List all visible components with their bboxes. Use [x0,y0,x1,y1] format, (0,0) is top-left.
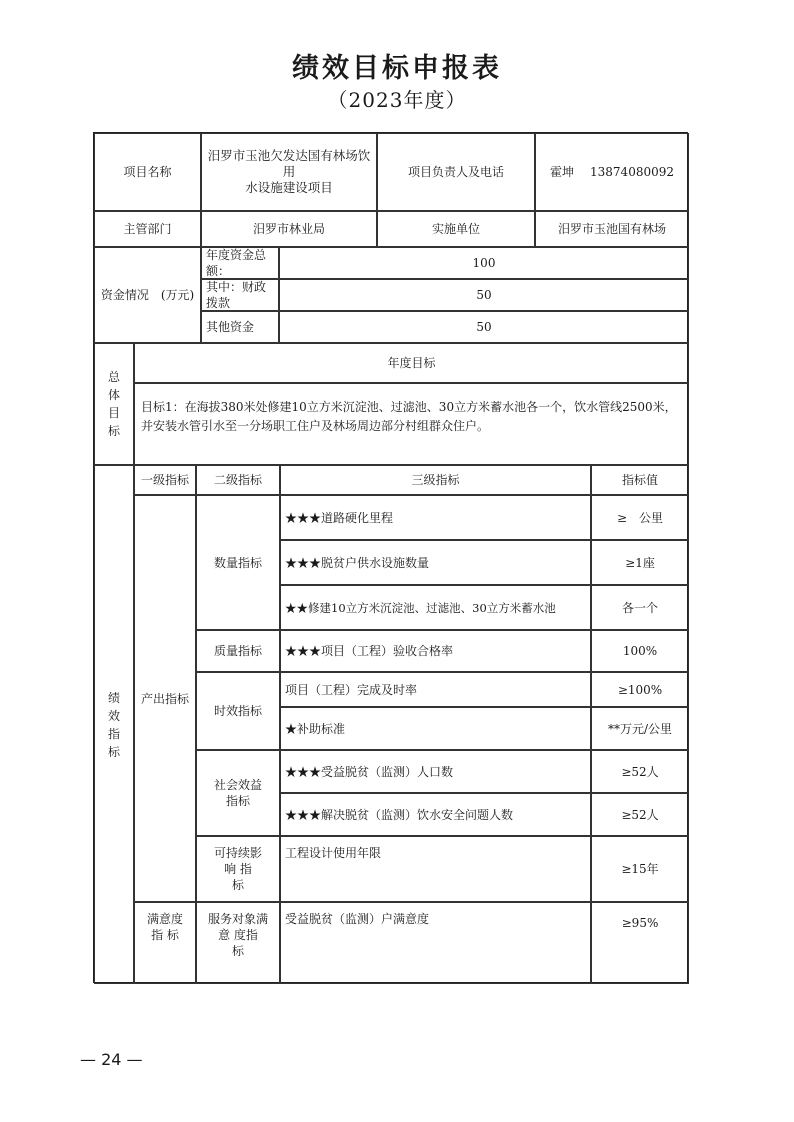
header-level2: 二级指标 [196,465,280,495]
perf-indicator-label: 绩 效 指 标 [94,465,134,984]
row-design-life: 工程设计使用年限 [280,836,591,902]
header-level3: 三级指标 [280,465,591,495]
impl-label: 实施单位 [377,211,535,247]
leader-name: 霍坤 [550,165,575,179]
overall-goal-label: 总 体 目 标 [94,343,134,465]
leader-phone: 13874080092 [590,165,674,179]
row-acceptance-rate: ★★★项目（工程）验收合格率 [280,630,591,672]
row-water-safety-people-value: ≥52人 [591,793,689,836]
row-beneficiary-population: ★★★受益脱贫（监测）人口数 [280,750,591,793]
document-subtitle: （2023年度） [327,88,467,112]
row-beneficiary-population-value: ≥52人 [591,750,689,793]
sustainability-indicator-label: 可持续影 响 指 标 [196,836,280,902]
row-water-facility-count-value: ≥1座 [591,540,689,585]
row-completion-rate: 项目（工程）完成及时率 [280,672,591,707]
service-satisfaction-label: 服务对象满 意 度指 标 [196,902,280,984]
row-tank-construction-value: 各一个 [591,585,689,630]
project-leader-label: 项目负责人及电话 [377,133,535,211]
quality-indicator-label: 质量指标 [196,630,280,672]
timeliness-indicator-label: 时效指标 [196,672,280,750]
row-subsidy-standard: ★补助标准 [280,707,591,750]
row-beneficiary-satisfaction: 受益脱贫（监测）户满意度 [280,902,591,984]
annual-goal-text: 目标1：在海拔380米处修建10立方米沉淀池、过滤池、30立方米蓄水池各一个，饮水管线2500米，并安装水管引水至一分场职工住户及林场周边部分村组群众住户。 [134,383,689,465]
row-road-hardening: ★★★道路硬化里程 [280,495,591,540]
row-design-life-value: ≥15年 [591,836,689,902]
row-beneficiary-satisfaction-value: ≥95% [591,902,689,984]
row-road-hardening-value: ≥ 公里 [591,495,689,540]
dept-value: 汨罗市林业局 [201,211,377,247]
social-benefit-indicator-label: 社会效益 指标 [196,750,280,836]
page-number: — 24 — [80,1050,143,1069]
dept-label: 主管部门 [94,211,201,247]
funds-total-label: 年度资金总额： [201,247,279,279]
performance-table [93,132,688,983]
funds-fiscal-value: 50 [279,279,689,311]
quantity-indicator-label: 数量指标 [196,495,280,630]
row-water-safety-people: ★★★解决脱贫（监测）饮水安全问题人数 [280,793,591,836]
project-name-value: 汨罗市玉池欠发达国有林场饮用 水设施建设项目 [201,133,377,211]
funds-fiscal-label: 其中：财政拨款 [201,279,279,311]
row-subsidy-standard-value: **万元/公里 [591,707,689,750]
header-value: 指标值 [591,465,689,495]
output-indicator-label: 产出指标 [134,495,196,902]
annual-goal-header: 年度目标 [134,343,689,383]
project-name-label: 项目名称 [94,133,201,211]
funds-other-label: 其他资金 [201,311,279,343]
impl-value: 汨罗市玉池国有林场 [535,211,689,247]
satisfaction-indicator-label: 满意度 指 标 [134,902,196,984]
row-water-facility-count: ★★★脱贫户供水设施数量 [280,540,591,585]
funds-label: 资金情况 (万元) [94,247,201,343]
row-completion-rate-value: ≥100% [591,672,689,707]
row-tank-construction: ★★修建10立方米沉淀池、过滤池、30立方米蓄水池 [280,585,591,630]
document-title: 绩效目标申报表 [292,53,502,84]
funds-other-value: 50 [279,311,689,343]
funds-total-value: 100 [279,247,689,279]
row-acceptance-rate-value: 100% [591,630,689,672]
project-leader-contact [535,133,689,211]
header-level1: 一级指标 [134,465,196,495]
